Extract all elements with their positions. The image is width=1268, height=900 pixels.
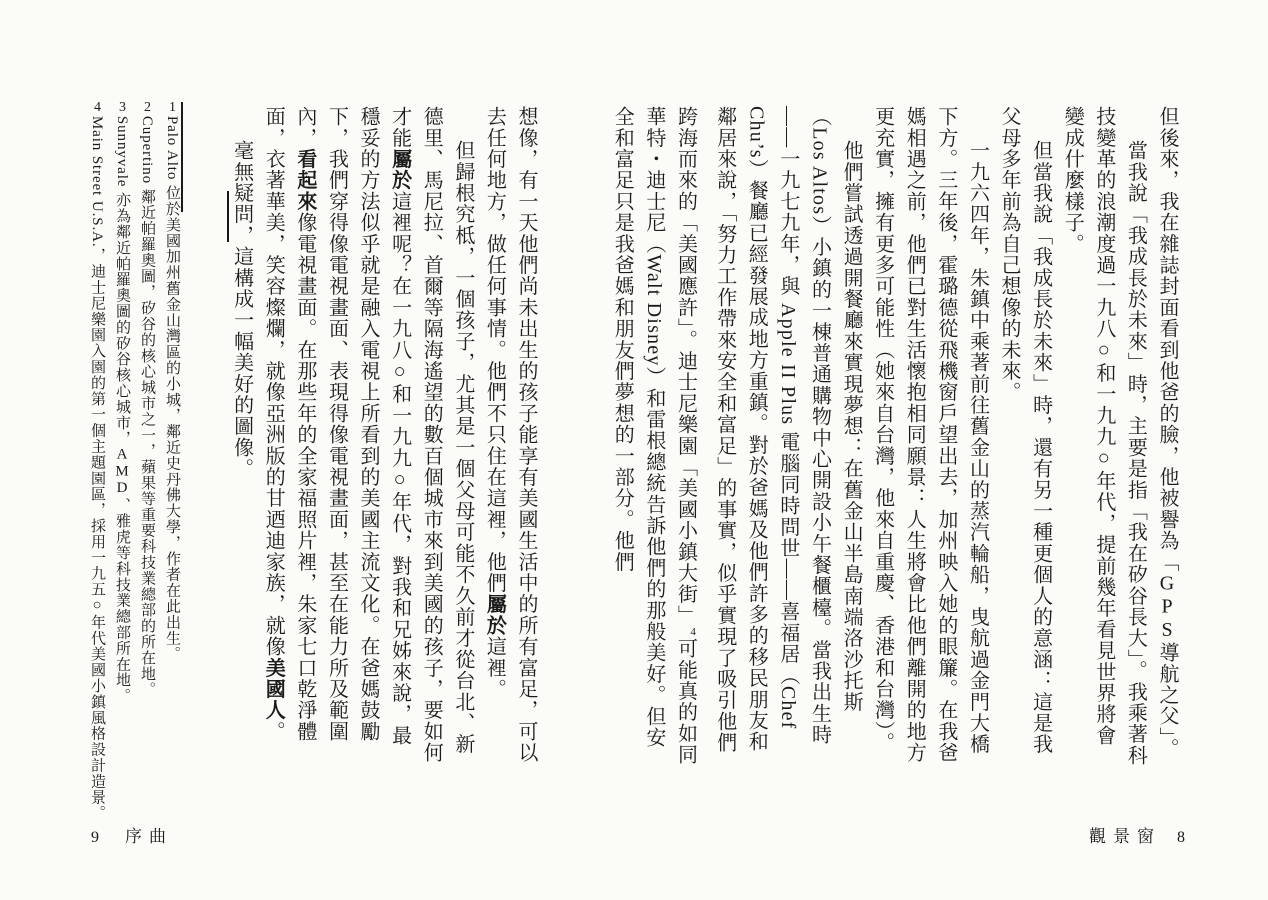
paragraph [257, 106, 478, 766]
text-run: Sunnyvale 亦為鄰近帕羅奧圖的矽谷核心城市， [114, 115, 130, 447]
chapter-title: 序曲 [125, 827, 173, 846]
left-page-footer [91, 822, 173, 847]
text-run: GPS [1156, 572, 1178, 643]
section-break-dash [227, 191, 229, 242]
paragraph [1150, 106, 1182, 766]
text-run: AMD [114, 446, 130, 498]
footnote-number: 2 [140, 100, 155, 116]
text-run: 像電視畫面。在那些年的全家福照片裡，朱家七口乾淨體面，衣著華美，笑容燦爛，就像亞洲版的甘迺迪家族，就像 [262, 106, 316, 743]
paragraph [606, 106, 866, 766]
paragraph [866, 106, 992, 766]
text-run: 但當我說「我成長於未來」時，還有另一種更個人的意涵：這是我父母多年前為自己想像的未來。 [998, 106, 1052, 755]
text-run: 屬於 [388, 148, 411, 191]
text-run: 毫無疑問，這構成一幅美好的圖像。 [230, 140, 253, 480]
chapter-title: 觀景窗 [1089, 827, 1161, 846]
text-run: 美國人 [262, 657, 285, 721]
page-number: 9 [91, 829, 99, 846]
right-page-body-text [606, 106, 1182, 766]
text-run: 、雅虎等科技業總部所在地。 [114, 497, 130, 704]
footnote-number: 4 [90, 100, 105, 116]
left-page-body-text [225, 106, 541, 766]
text-run: 看起來 [293, 148, 316, 213]
text-run: 屬於 [483, 593, 506, 637]
footnote-number: 1 [165, 100, 180, 116]
text-run: 當我說「我成長於未來」時，主要是指「我在矽谷長大」。我乘著科技變革的浪潮度過一九八○和一九九○年代，提前幾年看見世界將會變成什麼樣子。 [1061, 106, 1147, 766]
text-run: 但後來，我在雜誌封面看到他爸的臉，他被譽為「 [1156, 106, 1178, 573]
text-run: 導航之父」。 [1156, 642, 1178, 760]
text-run: 可能真的如同華特・迪士尼（Walt Disney）和雷根總統告訴他們的那般美好。但安全和富足只是我爸媽和朋友們夢想的一部分。他們 [611, 106, 697, 766]
footnote [112, 100, 132, 704]
text-run: 。 [262, 720, 285, 743]
paragraph [1056, 106, 1151, 766]
footnote-text [139, 116, 155, 698]
paragraph [478, 106, 541, 766]
footnote-text [89, 116, 105, 821]
text-run: 這裡呢？在一九八○和一九九○年代，對我和兄姊來說，最穩妥的方法似乎就是融入電視上所看到的美國主流文化。在爸媽鼓勵下，我們穿得像電視畫面、表現得像電視畫面，甚至在能力所及範圍內， [293, 106, 411, 747]
footnote-text [114, 116, 130, 704]
text-run: Cupertino 鄰近帕羅奧圖，矽谷的核心城市之一，蘋果等重要科技業總部的所在地。 [139, 115, 155, 698]
text-run: 但歸根究柢，一個孩子，尤其是一個父母可能不久前才從台北、新德里、馬尼拉、首爾等隔海遙望的數百個城市來到美國的孩子，要如何才能 [388, 106, 474, 764]
footnote [162, 100, 182, 662]
paragraph [225, 106, 257, 766]
footnote-number: 3 [115, 100, 130, 116]
text-run: 一九六四年，朱鎮中乘著前往舊金山的蒸汽輪船，曳航過金門大橋下方。三年後，霍璐德從飛機窗戶望出去，加州映入她的眼簾。在我爸媽相遇之前，他們已對生活懷抱相同願景：人生將會比他們離開的地方更充實，擁有更多可能性（她來自台灣，他來自重慶、香港和台灣）。 [871, 106, 989, 764]
text-run: 這裡。 [483, 636, 506, 700]
text-run: 他們嘗試透過開餐廳來實現夢想：在舊金山半島南端洛沙托斯（Los Altos）小鎮的一棟普通購物中心開設小午餐櫃檯。當我出生時——一九七九年，與 Apple II Plus 電腦同時問世——喜福居（Chef Chu’s）餐廳已經發展成地方重鎮。對於爸媽及他們許多的移民朋友和鄰居來說，「努力工作帶來安全和富足」的事實，似乎實現了吸引他們跨海而來的「美國應許」。迪士尼樂園「美國小鎮大街」 [674, 106, 863, 754]
paragraph [992, 106, 1055, 766]
text-run: 想像，有一天他們尚未出生的孩子能享有美國生活中的所有富足，可以去任何地方，做任何事情。他們不只住在這裡，他們 [483, 106, 537, 764]
footnote-ref: 4 [687, 626, 700, 638]
footnote-text [164, 116, 180, 662]
right-page-footer [1089, 822, 1185, 847]
footnote [137, 100, 157, 697]
text-run: Main Street U.S.A.，迪士尼樂園入園的第一個主題園區，採用一九五○年代美國小鎮風格設計造景。 [89, 115, 105, 821]
page-number: 8 [1177, 829, 1185, 846]
footnote [87, 100, 107, 821]
text-run: Palo Alto 位於美國加州舊金山灣區的小城，鄰近史丹佛大學，作者在此出生。 [164, 115, 180, 662]
